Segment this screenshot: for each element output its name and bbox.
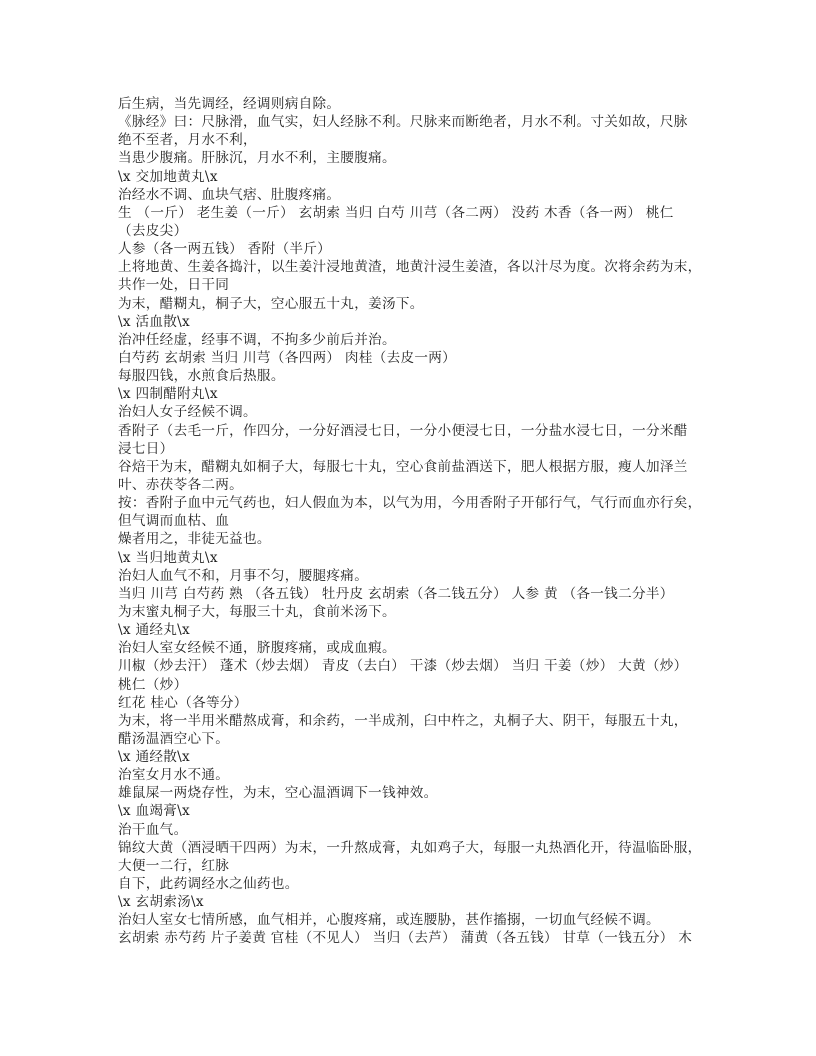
text-line: 人参（各一两五钱） 香附（半斤） (118, 241, 332, 258)
text-line: 当患少腹痛。肝脉沉，月水不利，主腰腹痛。 (118, 150, 396, 167)
text-line: 为末蜜丸桐子大，每服三十丸，食前米汤下。 (118, 603, 396, 620)
text-line: 桃仁（炒） (118, 676, 188, 693)
text-line: 醋汤温酒空心下。 (118, 730, 230, 747)
text-line: 红花 桂心（各等分） (118, 694, 248, 711)
text-line: 治经水不调、血块气痞、肚腹疼痛。 (118, 186, 341, 203)
text-line: 治妇人女子经候不调。 (118, 404, 257, 421)
section-heading: \x 活血散\x (118, 313, 190, 330)
text-line: 治干血气。 (118, 821, 188, 838)
text-line: 治妇人室女经候不通，脐腹疼痛，或成血瘕。 (118, 640, 396, 657)
text-line: 玄胡索 赤芍药 片子姜黄 官桂（不见人） 当归（去芦） 蒲黄（各五钱） 甘草（一钱五分） 木 (118, 930, 693, 947)
text-line: 按：香附子血中元气药也，妇人假血为本，以气为用，今用香附子开郁行气，气行而血亦行矣， (118, 495, 702, 512)
section-heading: \x 通经丸\x (118, 622, 190, 639)
text-line: 燥者用之，非徒无益也。 (118, 531, 271, 548)
text-line: 生 （一斤） 老生姜（一斤） 玄胡索 当归 白芍 川芎（各二两） 没药 木香（各一两） 桃仁 (118, 204, 674, 221)
text-line: 谷焙干为末，醋糊丸如桐子大，每服七十丸，空心食前盐酒送下，肥人根据方服，瘦人加泽兰 (118, 458, 688, 475)
text-line: 为末，将一半用米醋熬成膏，和余药，一半成剂，臼中杵之，丸桐子大、阴干，每服五十丸， (118, 712, 688, 729)
text-line: 上将地黄、生姜各捣汁，以生姜汁浸地黄渣，地黄汁浸生姜渣，各以汁尽为度。次将余药为末， (118, 259, 702, 276)
section-heading: \x 交加地黄丸\x (118, 168, 218, 185)
text-line: 绝不至者，月水不利， (118, 132, 257, 149)
section-heading: \x 四制醋附丸\x (118, 386, 218, 403)
document-page (118, 95, 702, 948)
text-line: 川椒（炒去汗） 蓬术（炒去烟） 青皮（去白） 干漆（炒去烟） 当归 干姜（炒） 大黄（炒） (118, 658, 688, 675)
text-line: 后生病，当先调经，经调则病自除。 (118, 96, 341, 112)
text-line: （去皮尖） (118, 222, 188, 239)
text-line: 叶、赤茯苓各二两。 (118, 476, 244, 493)
text-line: 治妇人室女七情所感，血气相并，心腹疼痛，或连腰胁，甚作搐搦，一切血气经候不调。 (118, 912, 660, 929)
text-line: 锦纹大黄（酒浸晒干四两）为末，一升熬成膏，丸如鸡子大，每服一丸热酒化开，待温临卧服， (118, 839, 702, 856)
text-line: 白芍药 玄胡索 当归 川芎（各四两） 肉桂（去皮一两） (118, 349, 457, 366)
text-line: 为末，醋糊丸，桐子大，空心服五十丸，姜汤下。 (118, 295, 424, 312)
text-line: 浸七日） (118, 440, 174, 457)
text-line: 《脉经》曰：尺脉滑，血气实，妇人经脉不利。尺脉来而断绝者，月水不利。寸关如故，尺脉 (118, 114, 688, 131)
text-line: 大便一二行，红脉 (118, 857, 230, 874)
text-line: 当归 川芎 白芍药 熟 （各五钱） 牡丹皮 玄胡索（各二钱五分） 人参 黄 （各一钱二分半） (118, 585, 674, 602)
text-line: 治冲任经虚，经事不调，不拘多少前后并治。 (118, 331, 396, 348)
section-heading: \x 血竭膏\x (118, 803, 190, 820)
text-line: 共作一处，日干同 (118, 277, 230, 294)
text-line: 治妇人血气不和，月事不匀，腰腿疼痛。 (118, 567, 369, 584)
text-line: 每服四钱，水煎食后热服。 (118, 368, 285, 385)
section-heading: \x 玄胡索汤\x (118, 894, 204, 911)
text-line: 香附子（去毛一斤，作四分，一分好酒浸七日，一分小便浸七日，一分盐水浸七日，一分米醋 (118, 422, 688, 439)
text-line: 但气调而血枯、血 (118, 513, 230, 530)
text-line: 雄鼠屎一两烧存性，为末，空心温酒调下一钱神效。 (118, 785, 438, 802)
section-heading: \x 当归地黄丸\x (118, 549, 218, 566)
text-line: 自下，此药调经水之仙药也。 (118, 876, 299, 893)
text-line: 治室女月水不通。 (118, 767, 230, 784)
section-heading: \x 通经散\x (118, 749, 190, 766)
